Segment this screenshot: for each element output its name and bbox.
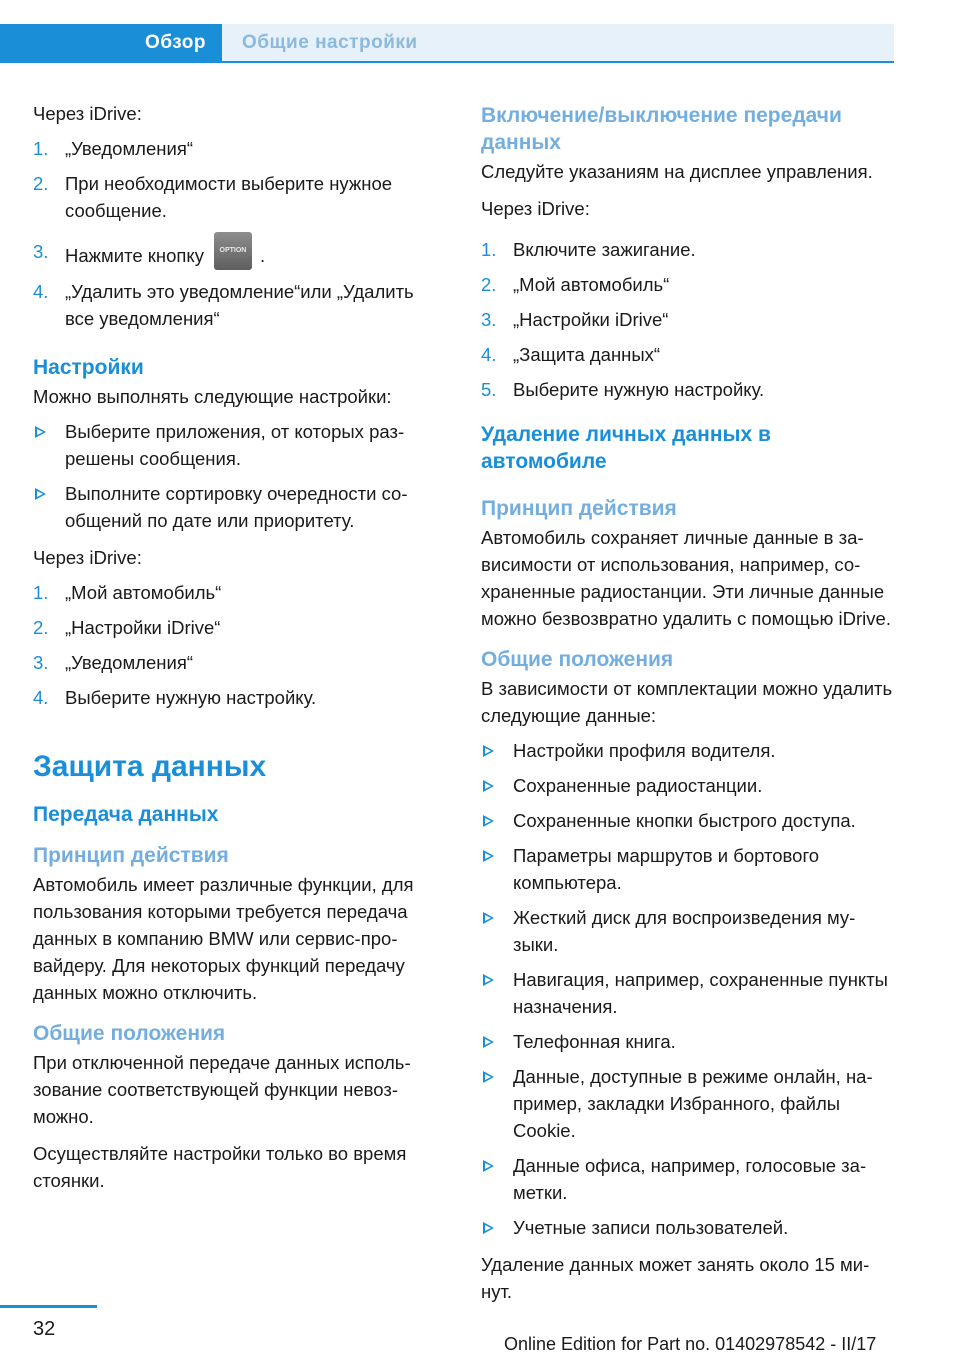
bullet-text: Сохраненные радиостанции.	[513, 775, 763, 796]
principle-text: Автомобиль имеет различные функции, для пользования которыми требуется передача данных в компанию BMW или сервис-провайдеру. Для некоторых функций передачу данных можно отключить.	[33, 874, 414, 1003]
list-item	[33, 135, 438, 162]
step-number: 1.	[33, 582, 49, 603]
triangle-bullet-icon	[35, 488, 46, 500]
triangle-bullet-icon	[483, 815, 494, 827]
list-item	[481, 1214, 893, 1241]
step-text: Включите зажигание.	[513, 239, 696, 260]
step-number: 2.	[33, 617, 49, 638]
bullet-text: Навигация, например, сохраненные пункты назначения.	[513, 969, 888, 1017]
list-item	[481, 271, 893, 298]
list-item	[33, 684, 438, 711]
list-item	[481, 807, 893, 834]
bullet-text: Данные, доступные в режиме онлайн, например, закладки Избранного, файлы Cookie.	[513, 1066, 873, 1141]
list-item	[33, 418, 438, 472]
edition-text: Online Edition for Part no. 01402978542 - II/17	[504, 1334, 877, 1354]
list-item	[33, 614, 438, 641]
option-button-icon: OPTION	[214, 232, 252, 270]
list-item	[481, 966, 893, 1020]
step-text: Выберите нужную настройку.	[65, 687, 317, 708]
heading-principle: Принцип действия	[481, 497, 677, 520]
step-number: 5.	[481, 379, 497, 400]
general-text: При отключенной передаче данных использование соответствующей функции невозможно.	[33, 1052, 411, 1127]
bullet-text: Параметры маршрутов и бортового компьютера.	[513, 845, 820, 893]
list-item	[481, 737, 893, 764]
list-item	[481, 842, 893, 896]
steps-list	[33, 135, 438, 332]
triangle-bullet-icon	[483, 1036, 494, 1048]
list-item	[33, 170, 438, 224]
triangle-bullet-icon	[483, 745, 494, 757]
list-item	[33, 480, 438, 534]
bullet-text: Учетные записи пользователей.	[513, 1217, 789, 1238]
principle-text: Автомобиль сохраняет личные данные в зависимости от использования, например, сохраненные радиостанции. Эти личные данные можно безвозвратно удалить с помощью iDrive.	[481, 527, 891, 629]
step-text: При необходимости выберите нужное сообщение.	[65, 173, 393, 221]
heading-data-transfer: Передача данных	[33, 803, 219, 826]
triangle-bullet-icon	[483, 1160, 494, 1172]
step-number: 3.	[481, 309, 497, 330]
bullet-text: Настройки профиля водителя.	[513, 740, 776, 761]
triangle-bullet-icon	[483, 912, 494, 924]
step-number: 3.	[33, 652, 49, 673]
settings-bullets	[33, 418, 438, 534]
page-header	[0, 0, 960, 64]
step-number: 4.	[481, 344, 497, 365]
page-number: 32	[33, 1318, 56, 1340]
step-number: 2.	[481, 274, 497, 295]
list-item	[33, 238, 438, 276]
intro-text: Через iDrive:	[33, 547, 142, 568]
heading-data-protection: Защита данных	[33, 750, 267, 783]
bullet-text: Сохраненные кнопки быстрого доступа.	[513, 810, 856, 831]
heading-settings: Настройки	[33, 356, 144, 379]
heading-delete-personal-data: Удаление личных данных в автомобиле	[481, 423, 771, 473]
step-suffix: .	[259, 244, 266, 266]
delete-items-list	[481, 737, 893, 1241]
heading-toggle-transfer: Включение/выключение передачи данных	[481, 104, 842, 154]
triangle-bullet-icon	[483, 974, 494, 986]
list-item	[481, 1028, 893, 1055]
list-item	[481, 376, 893, 403]
step-text: Нажмите кнопку	[65, 244, 204, 266]
bullet-text: Жесткий диск для воспроизведения музыки.	[513, 907, 856, 955]
list-item	[481, 306, 893, 333]
triangle-bullet-icon	[483, 780, 494, 792]
bullet-text: Телефонная книга.	[513, 1031, 676, 1052]
footer-divider	[0, 1305, 97, 1308]
step-number: 3.	[33, 241, 49, 262]
step-text: „Удалить это уведомление“или „Удалить все уведомления“	[65, 281, 414, 329]
bullet-text: Выберите приложения, от которых разрешены сообщения.	[65, 421, 405, 469]
tab-general-settings: Общие настройки	[222, 24, 894, 62]
final-text: Удаление данных может занять около 15 минут.	[481, 1254, 870, 1302]
step-number: 2.	[33, 173, 49, 194]
step-number: 4.	[33, 687, 49, 708]
step-text: „Мой автомобиль“	[65, 582, 222, 603]
step-number: 4.	[33, 281, 49, 302]
header-divider	[0, 61, 894, 63]
step-text: „Защита данных“	[513, 344, 661, 365]
triangle-bullet-icon	[483, 1222, 494, 1234]
bullet-text: Данные офиса, например, голосовые заметки.	[513, 1155, 867, 1203]
left-column	[33, 100, 438, 1194]
step-text: Выберите нужную настройку.	[513, 379, 765, 400]
heading-general: Общие положения	[33, 1022, 226, 1045]
triangle-bullet-icon	[483, 850, 494, 862]
step-text: „Настройки iDrive“	[65, 617, 221, 638]
triangle-bullet-icon	[483, 1071, 494, 1083]
general-text: Осуществляйте настройки только во время стоянки.	[33, 1143, 407, 1191]
step-number: 1.	[481, 239, 497, 260]
step-text: „Мой автомобиль“	[513, 274, 670, 295]
step-number: 1.	[33, 138, 49, 159]
step-text: „Уведомления“	[65, 652, 193, 673]
list-item	[481, 236, 893, 263]
list-item	[481, 904, 893, 958]
heading-principle: Принцип действия	[33, 844, 229, 867]
tab-overview: Обзор	[0, 24, 222, 62]
right-column	[481, 100, 893, 1305]
steps-list	[481, 236, 893, 403]
step-text: „Уведомления“	[65, 138, 193, 159]
list-item	[33, 579, 438, 606]
intro-text: Через iDrive:	[33, 103, 142, 124]
settings-intro: Можно выполнять следующие настройки:	[33, 386, 392, 407]
list-item	[481, 1063, 893, 1144]
list-item	[481, 341, 893, 368]
general-text: В зависимости от комплектации можно удалить следующие данные:	[481, 678, 893, 726]
intro-text: Через iDrive:	[481, 198, 590, 219]
triangle-bullet-icon	[35, 426, 46, 438]
toggle-text: Следуйте указаниям на дисплее управления.	[481, 161, 873, 182]
list-item	[481, 1152, 893, 1206]
list-item	[481, 772, 893, 799]
steps-list	[33, 579, 438, 711]
list-item	[33, 278, 438, 332]
bullet-text: Выполните сортировку очередности сообщений по дате или приоритету.	[65, 483, 408, 531]
step-text: „Настройки iDrive“	[513, 309, 669, 330]
heading-general: Общие положения	[481, 648, 674, 671]
list-item	[33, 649, 438, 676]
